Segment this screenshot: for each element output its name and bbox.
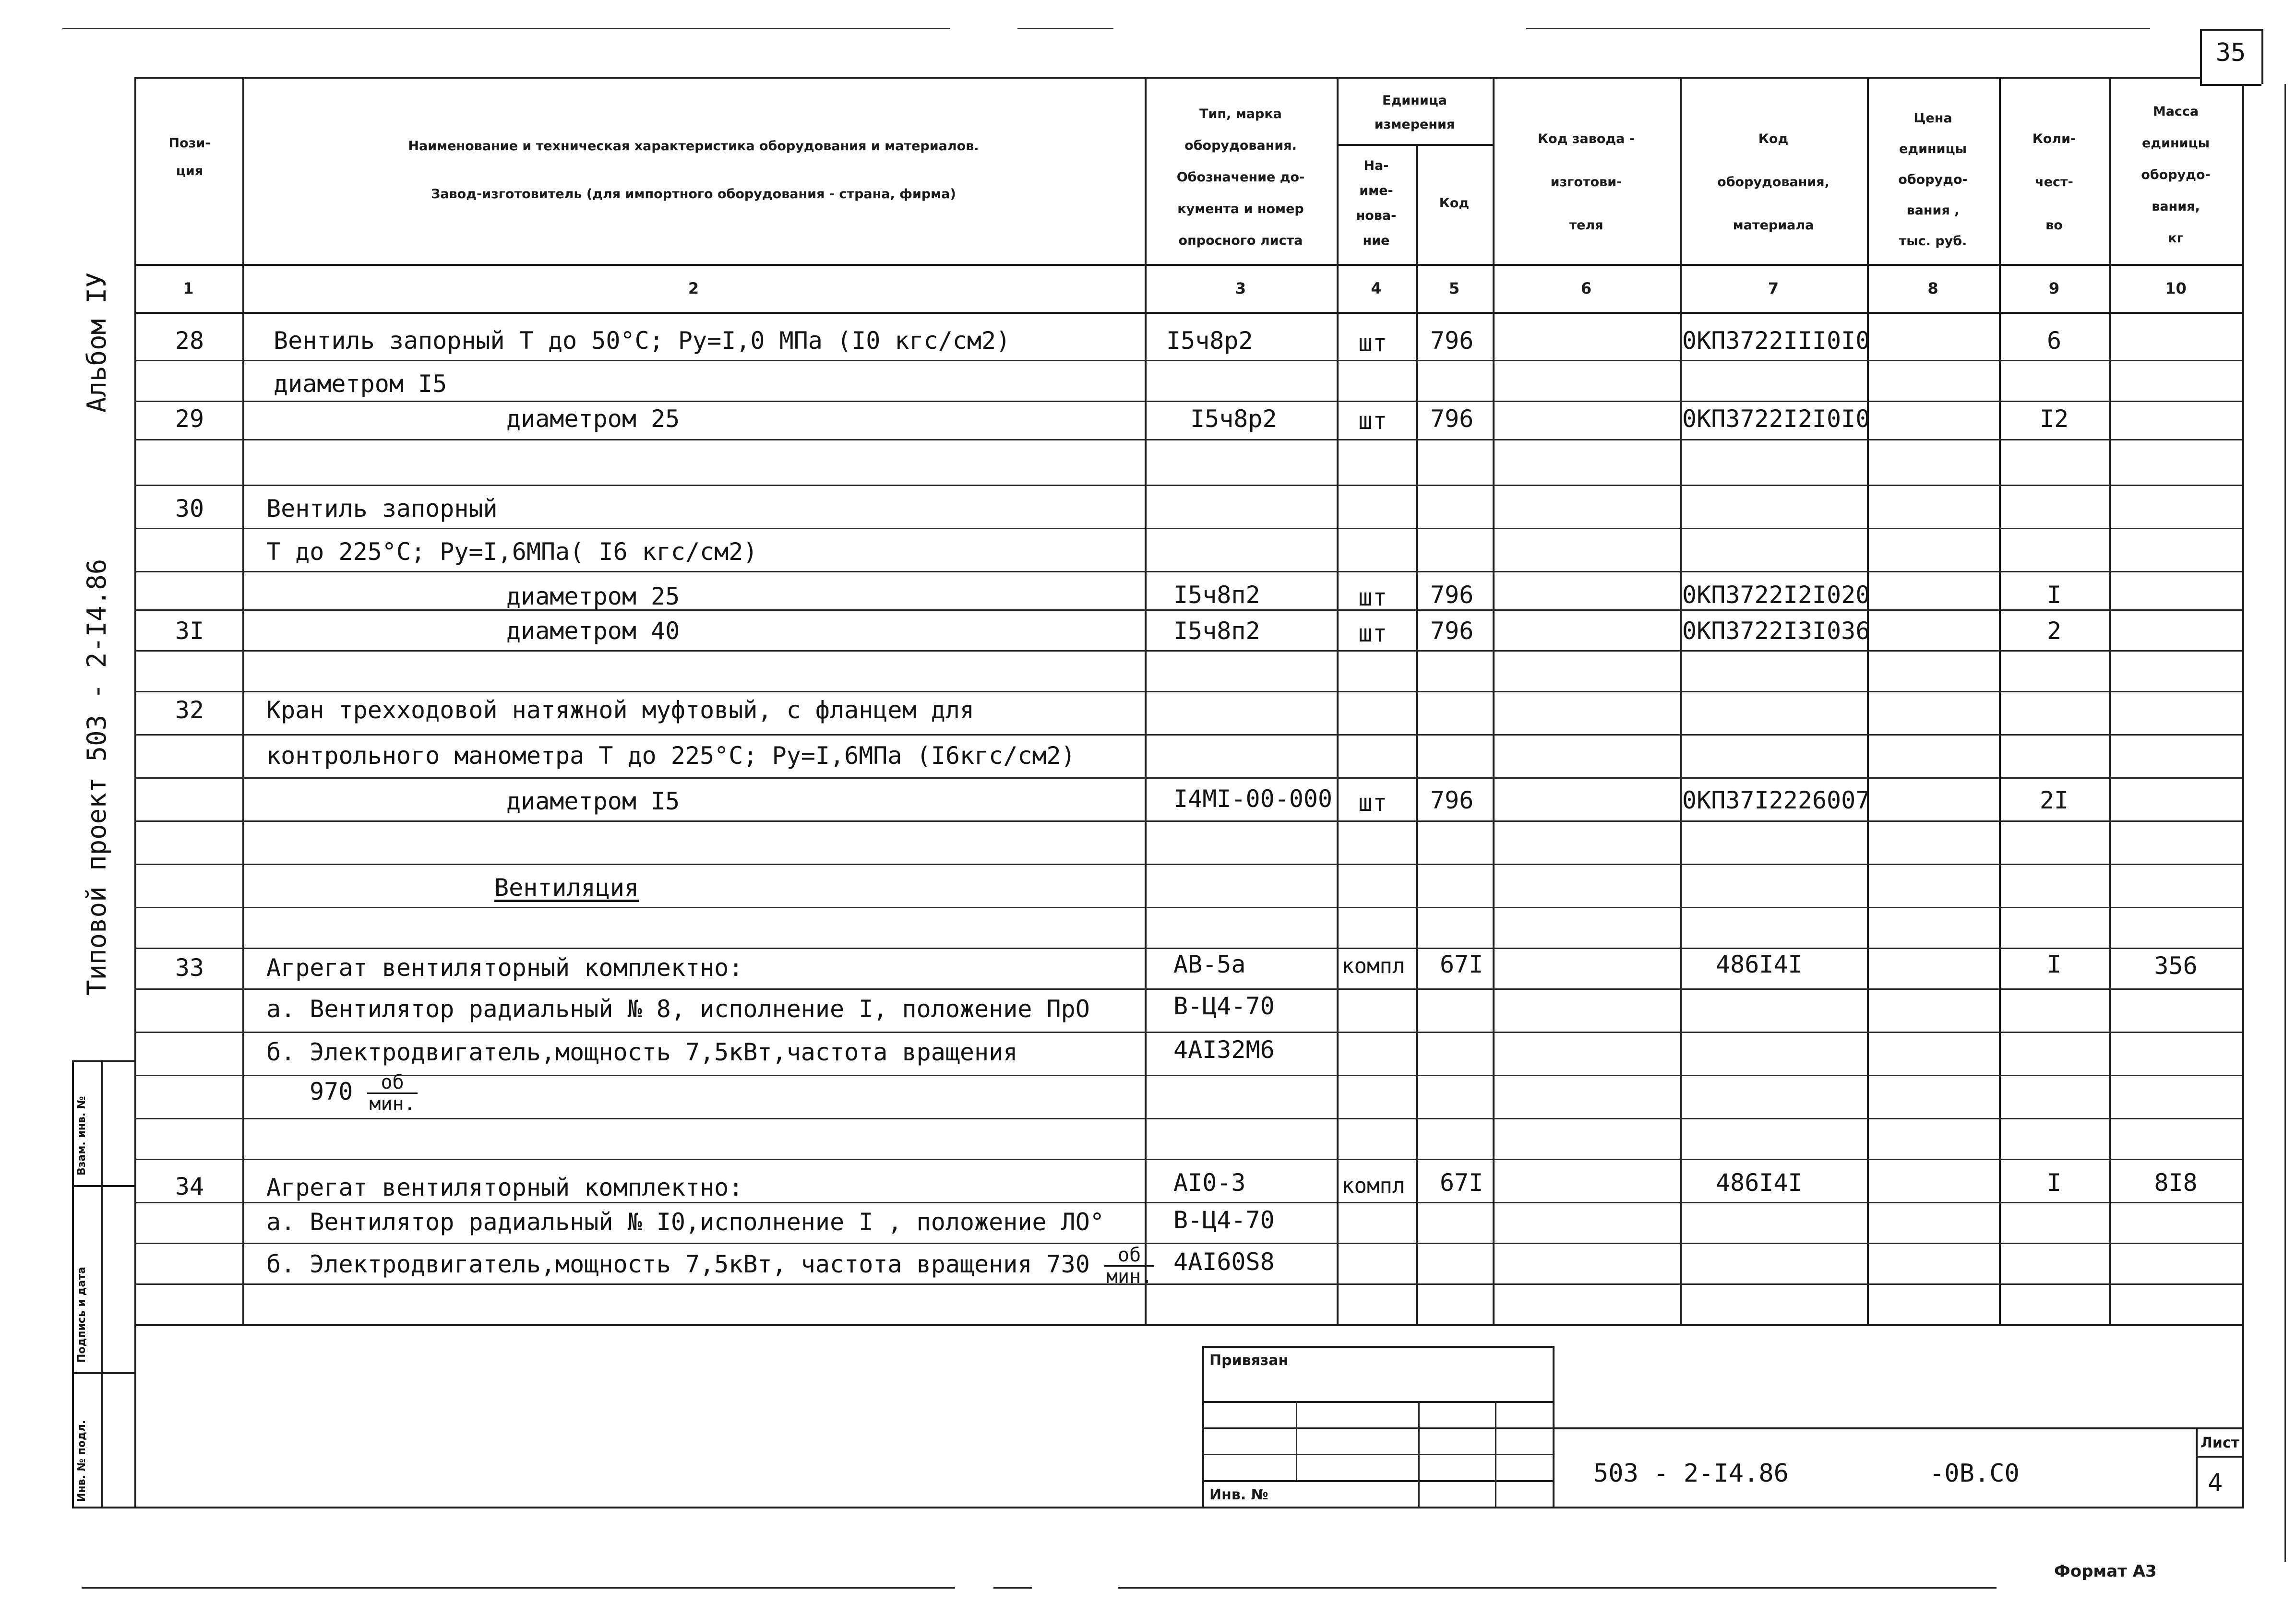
fraction-rpm: $\frac{об}{\text{мин.}}$ — [367, 1072, 417, 1114]
project-label: Типовой проект 503 - 2-I4.86 — [82, 558, 112, 996]
format-label: Формат А3 — [2054, 1562, 2157, 1581]
fraction-rpm: $\frac{об}{\text{мин.}}$ — [1104, 1245, 1154, 1287]
album-label: Альбом IУ — [82, 272, 112, 413]
sheet-corner-number: 35 — [2215, 38, 2246, 67]
